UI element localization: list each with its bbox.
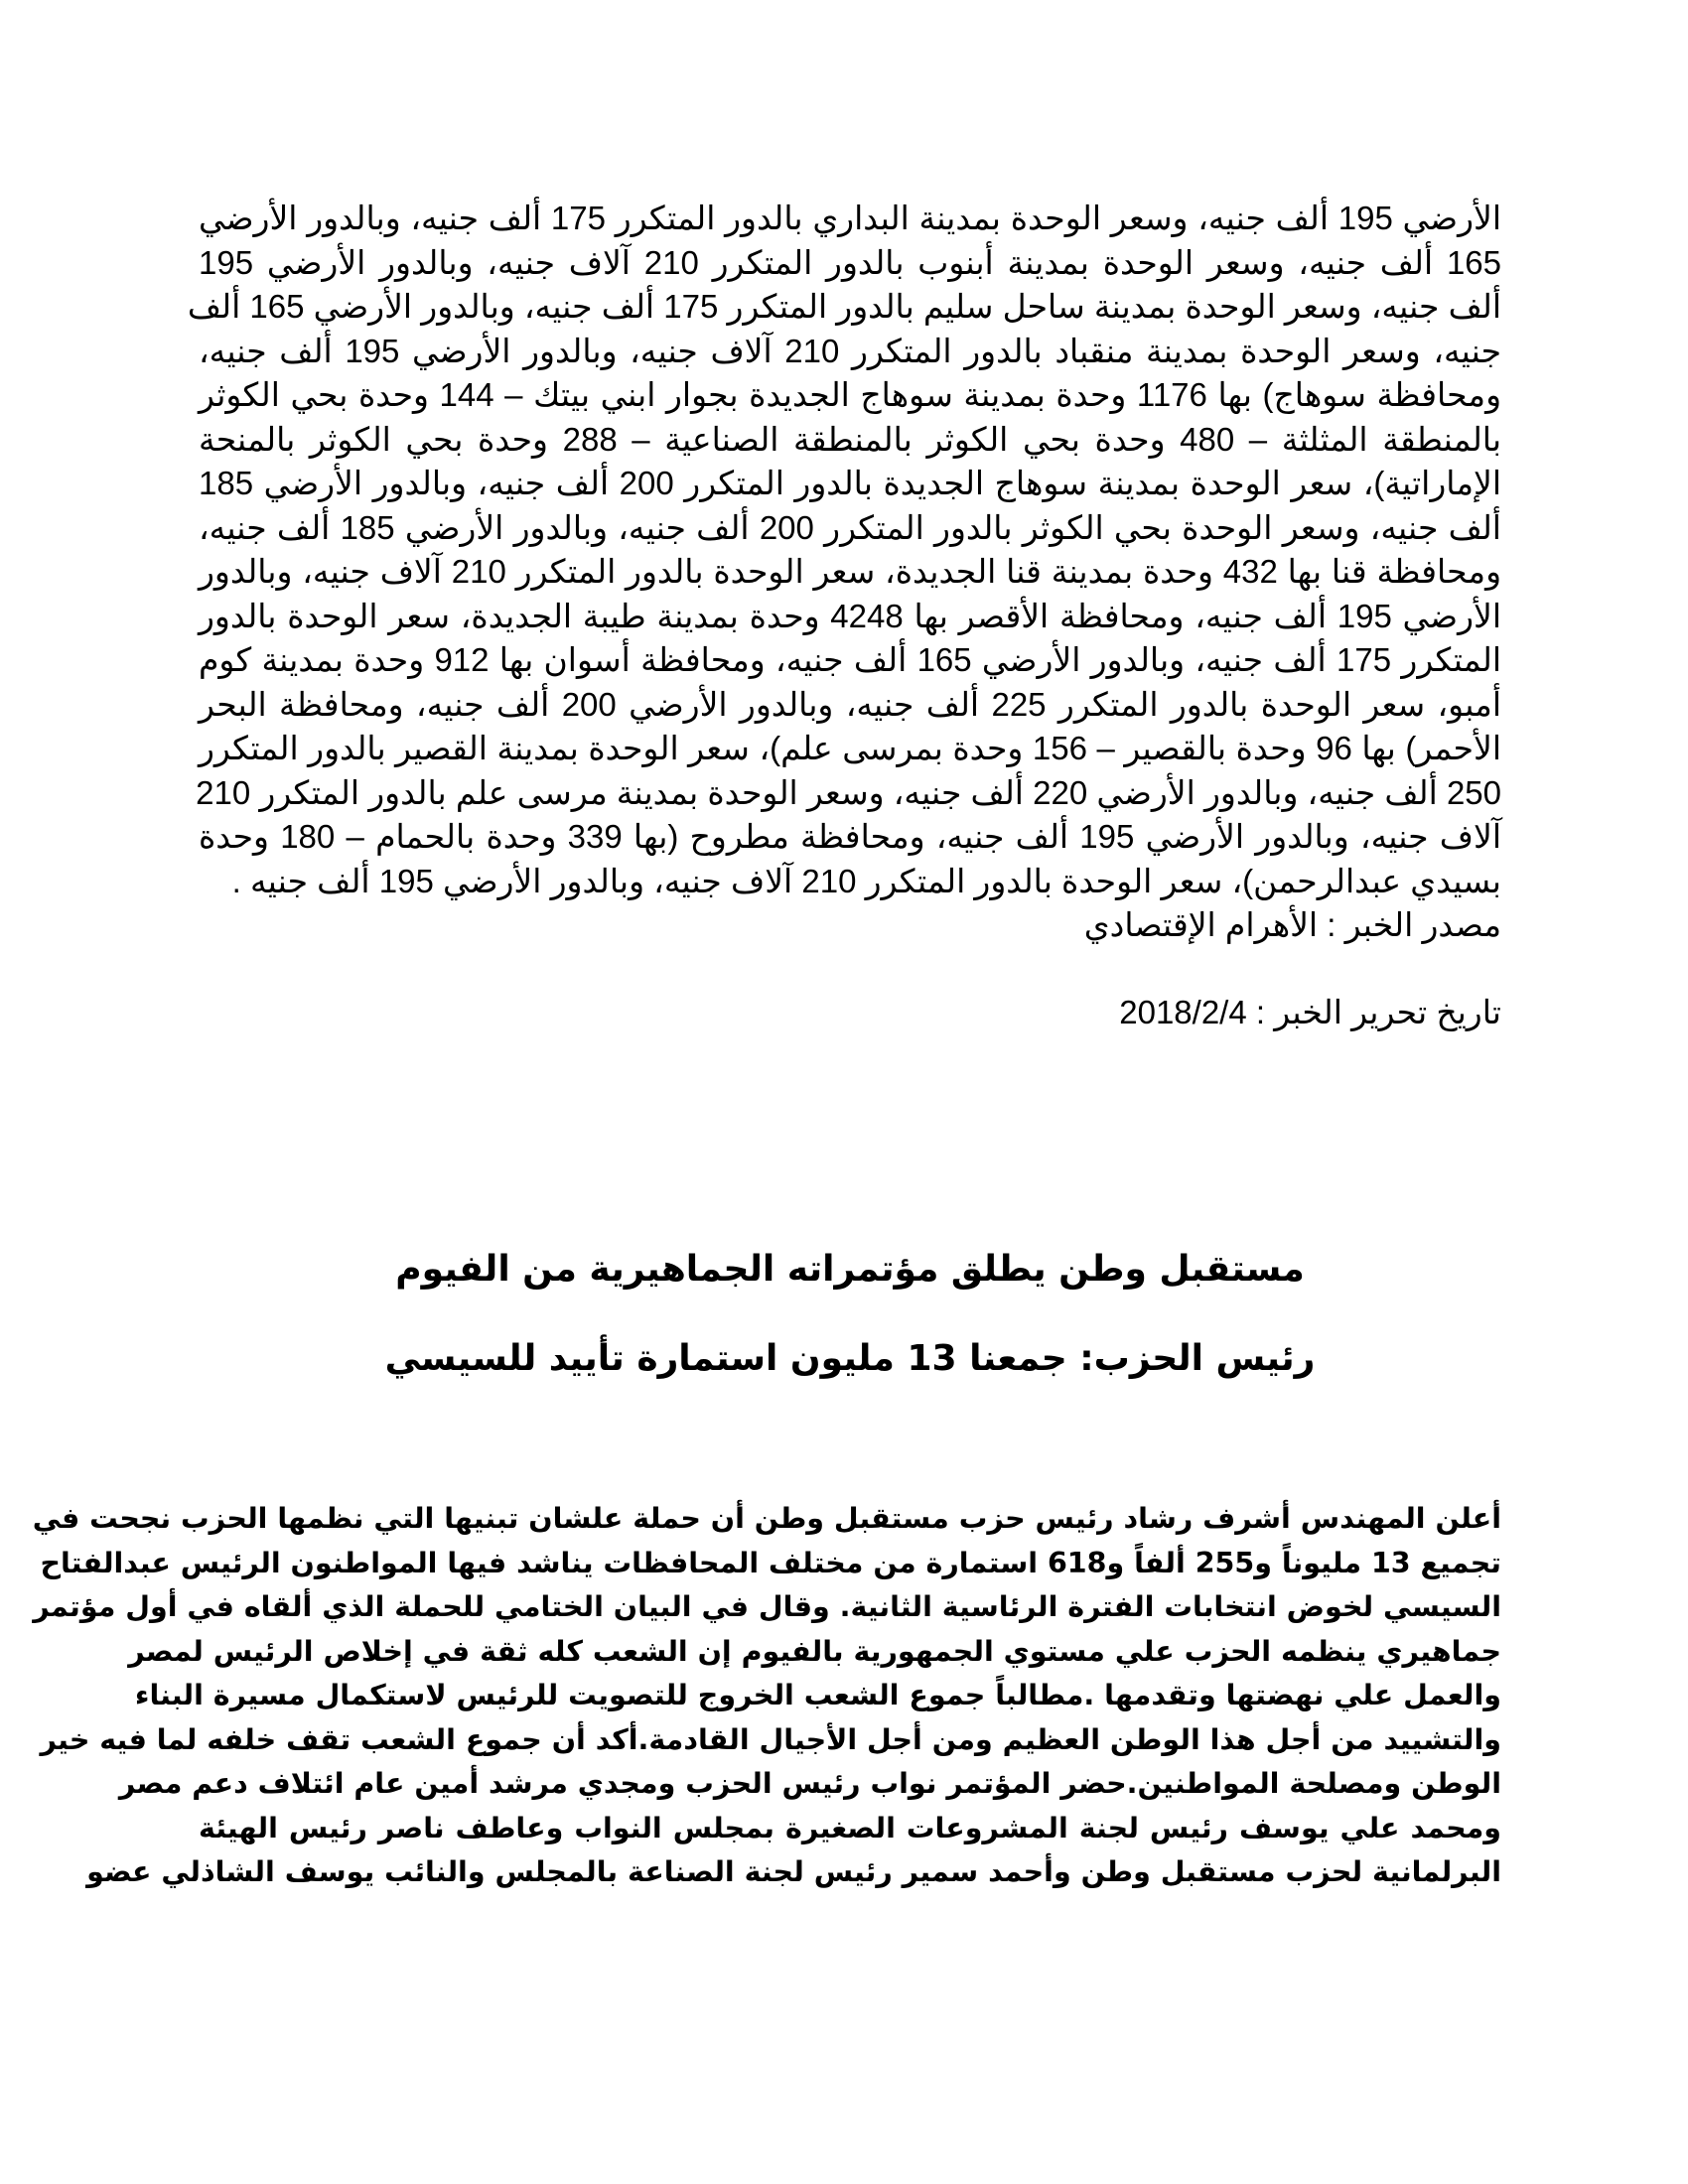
article-continuation bbox=[187, 197, 1502, 1034]
text-line: ألف جنيه، وسعر الوحدة بحي الكوثر بالدور المتكرر 200 ألف جنيه، وبالدور الأرضي 185 ألف جنيه، bbox=[199, 508, 1501, 546]
text-line: الوطن ومصلحة المواطنين.حضر المؤتمر نواب رئيس الحزب ومجدي مرشد أمين عام ائتلاف دعم مصر bbox=[118, 1767, 1501, 1800]
text-line: والتشييد من أجل هذا الوطن العظيم ومن أجل الأجيال القادمة.أكد أن جموع الشعب تقف خلفه لما فيه خير bbox=[40, 1722, 1501, 1756]
text-line: السيسي لخوض انتخابات الفترة الرئاسية الثانية. وقال في البيان الختامي للحملة الذي ألقاه في أول مؤتمر bbox=[33, 1590, 1501, 1623]
text-line: جنيه، وسعر الوحدة بمدينة منقباد بالدور المتكرر 210 آلاف جنيه، وبالدور الأرضي 195 ألف جنيه، bbox=[199, 332, 1501, 369]
text-line: 250 ألف جنيه، وبالدور الأرضي 220 ألف جنيه، وسعر الوحدة بمدينة مرسى علم بالدور المتكرر 210 bbox=[196, 773, 1501, 811]
text-line: آلاف جنيه، وبالدور الأرضي 195 ألف جنيه، ومحافظة مطروح (بها 339 وحدة بالحمام – 180 وحدة bbox=[199, 818, 1501, 855]
text-line: أعلن المهندس أشرف رشاد رئيس حزب مستقبل وطن أن حملة علشان تبنيها التي نظمها الحزب نجحت في bbox=[32, 1502, 1501, 1535]
text-line: والعمل علي نهضتها وتقدمها .مطالباً جموع الشعب الخروج للتصويت للرئيس لاستكمال مسيرة البناء bbox=[134, 1679, 1501, 1711]
text-line: ألف جنيه، وسعر الوحدة بمدينة ساحل سليم بالدور المتكرر 175 ألف جنيه، وبالدور الأرضي 165 ألف bbox=[187, 288, 1501, 325]
article-body bbox=[32, 1497, 1501, 1895]
text-line: جماهيري ينظمه الحزب علي مستوي الجمهورية بالفيوم إن الشعب كله ثقة في إخلاص الرئيس لمصر bbox=[128, 1634, 1501, 1668]
news-source: مصدر الخبر : الأهرام الإقتصادي bbox=[1083, 906, 1501, 943]
text-line: المتكرر 175 ألف جنيه، وبالدور الأرضي 165 ألف جنيه، ومحافظة أسوان بها 912 وحدة بمدينة كوم bbox=[199, 641, 1502, 678]
article-paragraph bbox=[32, 1497, 1501, 1895]
article-subtitle: رئيس الحزب: جمعنا 13 مليون استمارة تأييد للسيسي bbox=[384, 1338, 1316, 1379]
article-headings bbox=[199, 1246, 1501, 1383]
text-line: تجميع 13 مليوناً و255 ألفاً و618 استمارة من مختلف المحافظات يناشد فيها المواطنون الرئيس عبدالفتاح bbox=[40, 1546, 1501, 1579]
text-line: الأرضي 195 ألف جنيه، وسعر الوحدة بمدينة البداري بالدور المتكرر 175 ألف جنيه، وبالدور الأرضي bbox=[199, 200, 1501, 236]
text-line: ومحافظة قنا بها 432 وحدة بمدينة قنا الجديدة، سعر الوحدة بالدور المتكرر 210 آلاف جنيه، وبالدور bbox=[199, 553, 1501, 590]
text-line: البرلمانية لحزب مستقبل وطن وأحمد سمير رئيس لجنة الصناعة بالمجلس والنائب يوسف الشاذلي عضو bbox=[86, 1855, 1501, 1888]
text-line: ومحافظة سوهاج) بها 1176 وحدة بمدينة سوهاج الجديدة بجوار ابني بيتك – 144 وحدة بحي الكوثر bbox=[199, 376, 1501, 413]
text-line: بسيدي عبدالرحمن)، سعر الوحدة بالدور المتكرر 210 آلاف جنيه، وبالدور الأرضي 195 ألف جنيه . bbox=[231, 862, 1501, 899]
text-line: الأرضي 195 ألف جنيه، ومحافظة الأقصر بها 4248 وحدة بمدينة طيبة الجديدة، سعر الوحدة بالدور bbox=[199, 597, 1502, 634]
text-line: أمبو، سعر الوحدة بالدور المتكرر 225 ألف جنيه، وبالدور الأرضي 200 ألف جنيه، ومحافظة البحر bbox=[199, 685, 1501, 723]
text-line: ومحمد علي يوسف رئيس لجنة المشروعات الصغيرة بمجلس النواب وعاطف ناصر رئيس الهيئة bbox=[199, 1811, 1501, 1844]
news-date: تاريخ تحرير الخبر : 2018/2/4 bbox=[1119, 994, 1501, 1030]
text-line: 165 ألف جنيه، وسعر الوحدة بمدينة أبنوب بالدور المتكرر 210 آلاف جنيه، وبالدور الأرضي 195 bbox=[199, 243, 1501, 281]
article-title: مستقبل وطن يطلق مؤتمراته الجماهيرية من الفيوم bbox=[395, 1249, 1305, 1290]
article-paragraph bbox=[187, 197, 1502, 903]
text-line: الأحمر) بها 96 وحدة بالقصير – 156 وحدة بمرسى علم)، سعر الوحدة بمدينة القصير بالدور المتكرر bbox=[199, 730, 1501, 766]
text-line: الإماراتية)، سعر الوحدة بمدينة سوهاج الجديدة بالدور المتكرر 200 ألف جنيه، وبالدور الأرضي 185 bbox=[199, 465, 1501, 501]
text-line: بالمنطقة المثلثة – 480 وحدة بحي الكوثر بالمنطقة الصناعية – 288 وحدة بحي الكوثر بالمنحة bbox=[199, 420, 1501, 458]
